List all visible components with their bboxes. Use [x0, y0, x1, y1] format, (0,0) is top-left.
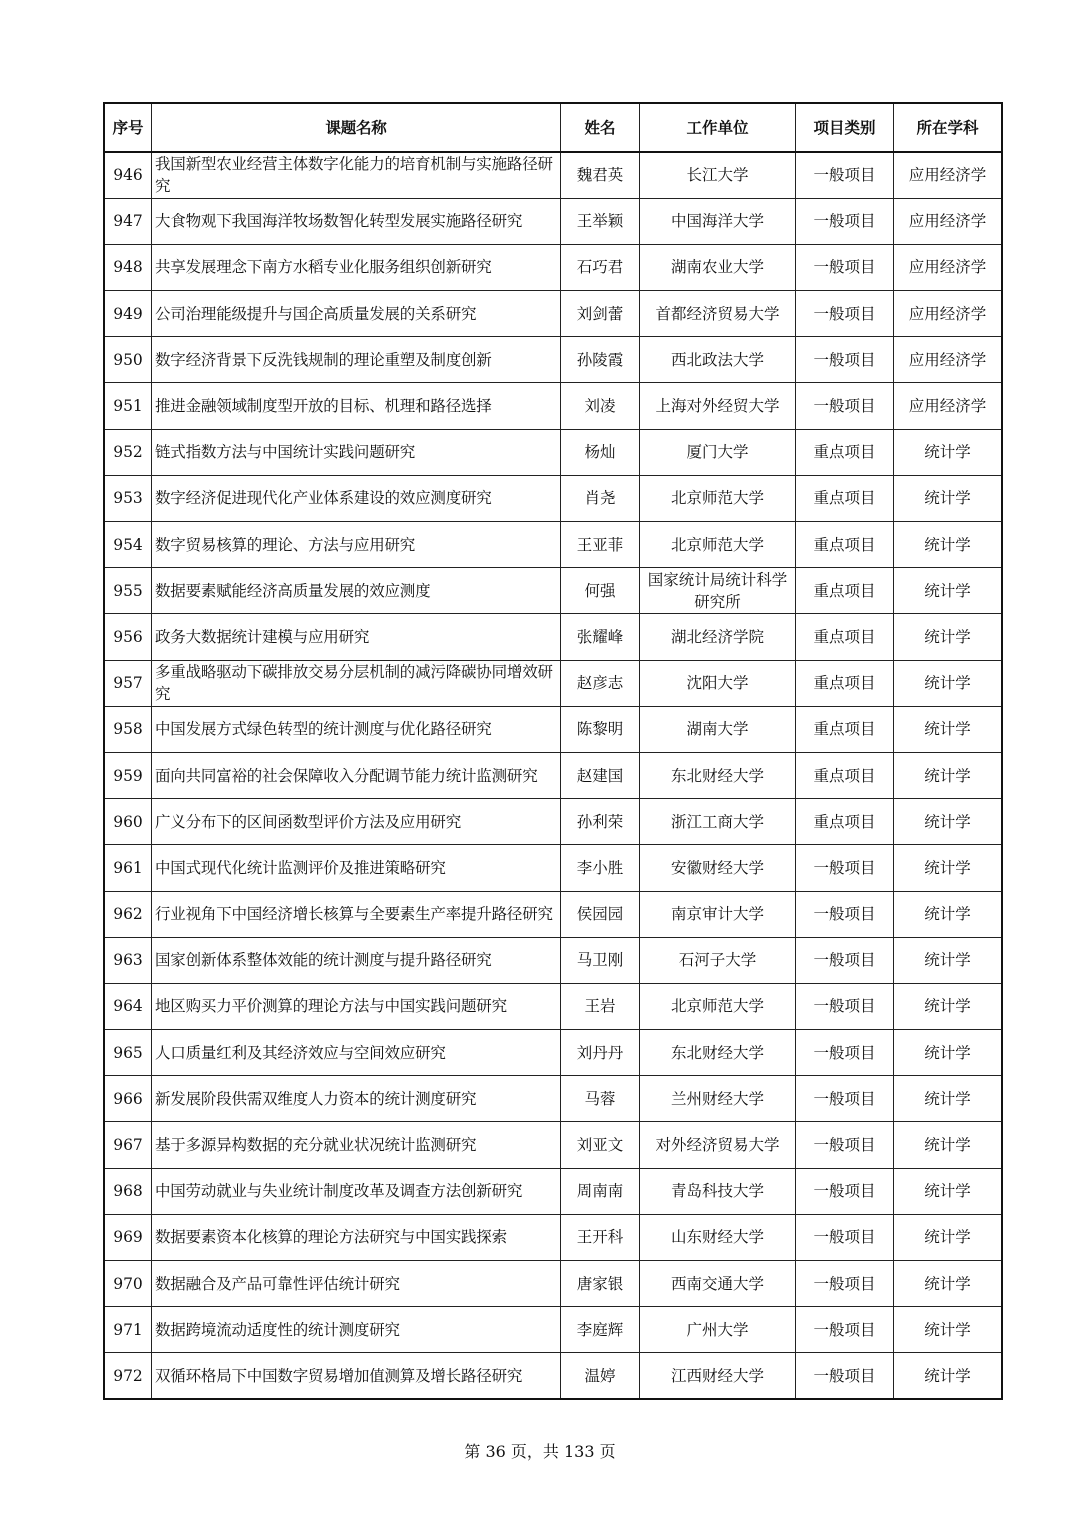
cell-serial-number: 951	[104, 383, 152, 429]
table-row	[104, 752, 1002, 798]
cell-project-type: 一般项目	[796, 891, 894, 937]
cell-project-type: 重点项目	[796, 522, 894, 568]
cell-project-title: 基于多源异构数据的充分就业状况统计监测研究	[152, 1122, 561, 1168]
cell-subject: 统计学	[894, 845, 1003, 891]
cell-person-name: 王岩	[561, 983, 640, 1029]
cell-subject: 统计学	[894, 429, 1003, 475]
cell-serial-number: 972	[104, 1353, 152, 1399]
header-row	[104, 103, 1002, 152]
cell-person-name: 马卫刚	[561, 937, 640, 983]
cell-project-type: 一般项目	[796, 244, 894, 290]
cell-project-type: 重点项目	[796, 568, 894, 614]
cell-project-type: 一般项目	[796, 1261, 894, 1307]
cell-serial-number: 962	[104, 891, 152, 937]
cell-project-title: 推进金融领域制度型开放的目标、机理和路径选择	[152, 383, 561, 429]
table-row	[104, 383, 1002, 429]
cell-person-name: 刘亚文	[561, 1122, 640, 1168]
cell-project-type: 重点项目	[796, 706, 894, 752]
cell-subject: 统计学	[894, 660, 1003, 706]
table-row	[104, 706, 1002, 752]
header-subject: 所在学科	[894, 103, 1003, 152]
table-row	[104, 429, 1002, 475]
cell-person-name: 王举颖	[561, 198, 640, 244]
cell-serial-number: 965	[104, 1030, 152, 1076]
cell-serial-number: 954	[104, 522, 152, 568]
cell-subject: 统计学	[894, 475, 1003, 521]
table-row	[104, 1076, 1002, 1122]
cell-project-type: 重点项目	[796, 799, 894, 845]
cell-work-unit: 长江大学	[640, 152, 796, 198]
cell-serial-number: 948	[104, 244, 152, 290]
cell-project-type: 重点项目	[796, 660, 894, 706]
cell-person-name: 石巧君	[561, 244, 640, 290]
cell-project-type: 一般项目	[796, 1076, 894, 1122]
cell-person-name: 刘剑蕾	[561, 291, 640, 337]
table-row	[104, 1168, 1002, 1214]
page-number: 第 36 页，共 133 页	[464, 1442, 616, 1461]
header-project-type: 项目类别	[796, 103, 894, 152]
cell-person-name: 周南南	[561, 1168, 640, 1214]
cell-project-title: 公司治理能级提升与国企高质量发展的关系研究	[152, 291, 561, 337]
cell-work-unit: 东北财经大学	[640, 1030, 796, 1076]
cell-subject: 统计学	[894, 937, 1003, 983]
table-row	[104, 799, 1002, 845]
cell-subject: 统计学	[894, 1122, 1003, 1168]
cell-person-name: 刘丹丹	[561, 1030, 640, 1076]
cell-serial-number: 971	[104, 1307, 152, 1353]
cell-work-unit: 湖北经济学院	[640, 614, 796, 660]
cell-project-title: 新发展阶段供需双维度人力资本的统计测度研究	[152, 1076, 561, 1122]
cell-work-unit: 江西财经大学	[640, 1353, 796, 1399]
cell-project-title: 中国劳动就业与失业统计制度改革及调查方法创新研究	[152, 1168, 561, 1214]
cell-person-name: 王开科	[561, 1214, 640, 1260]
cell-person-name: 王亚菲	[561, 522, 640, 568]
cell-serial-number: 961	[104, 845, 152, 891]
cell-project-title: 共享发展理念下南方水稻专业化服务组织创新研究	[152, 244, 561, 290]
cell-subject: 统计学	[894, 891, 1003, 937]
cell-subject: 统计学	[894, 1353, 1003, 1399]
table-row	[104, 337, 1002, 383]
table-row	[104, 937, 1002, 983]
cell-subject: 统计学	[894, 1307, 1003, 1353]
cell-subject: 应用经济学	[894, 198, 1003, 244]
cell-project-type: 一般项目	[796, 1030, 894, 1076]
cell-subject: 统计学	[894, 568, 1003, 614]
cell-project-type: 一般项目	[796, 337, 894, 383]
cell-work-unit: 湖南农业大学	[640, 244, 796, 290]
cell-work-unit: 湖南大学	[640, 706, 796, 752]
cell-person-name: 李庭辉	[561, 1307, 640, 1353]
cell-work-unit: 沈阳大学	[640, 660, 796, 706]
cell-subject: 统计学	[894, 1261, 1003, 1307]
table-row	[104, 891, 1002, 937]
cell-project-type: 一般项目	[796, 1168, 894, 1214]
cell-subject: 统计学	[894, 522, 1003, 568]
cell-serial-number: 952	[104, 429, 152, 475]
cell-project-title: 广义分布下的区间函数型评价方法及应用研究	[152, 799, 561, 845]
table-row	[104, 522, 1002, 568]
cell-project-title: 数字经济背景下反洗钱规制的理论重塑及制度创新	[152, 337, 561, 383]
header-project-title: 课题名称	[152, 103, 561, 152]
cell-subject: 统计学	[894, 706, 1003, 752]
cell-project-type: 重点项目	[796, 429, 894, 475]
cell-project-title: 链式指数方法与中国统计实践问题研究	[152, 429, 561, 475]
cell-person-name: 马蓉	[561, 1076, 640, 1122]
project-list-table	[103, 102, 1003, 1400]
cell-project-title: 数据要素赋能经济高质量发展的效应测度	[152, 568, 561, 614]
cell-serial-number: 947	[104, 198, 152, 244]
cell-subject: 统计学	[894, 799, 1003, 845]
cell-person-name: 陈黎明	[561, 706, 640, 752]
cell-work-unit: 上海对外经贸大学	[640, 383, 796, 429]
cell-project-title: 数字贸易核算的理论、方法与应用研究	[152, 522, 561, 568]
cell-person-name: 侯园园	[561, 891, 640, 937]
header-serial-number: 序号	[104, 103, 152, 152]
cell-person-name: 刘凌	[561, 383, 640, 429]
cell-person-name: 肖尧	[561, 475, 640, 521]
cell-project-title: 行业视角下中国经济增长核算与全要素生产率提升路径研究	[152, 891, 561, 937]
cell-serial-number: 959	[104, 752, 152, 798]
cell-serial-number: 950	[104, 337, 152, 383]
cell-serial-number: 964	[104, 983, 152, 1029]
cell-work-unit: 安徽财经大学	[640, 845, 796, 891]
cell-work-unit: 对外经济贸易大学	[640, 1122, 796, 1168]
cell-project-type: 重点项目	[796, 475, 894, 521]
cell-project-type: 一般项目	[796, 198, 894, 244]
cell-project-title: 人口质量红利及其经济效应与空间效应研究	[152, 1030, 561, 1076]
cell-subject: 应用经济学	[894, 152, 1003, 198]
cell-project-type: 一般项目	[796, 1122, 894, 1168]
cell-serial-number: 960	[104, 799, 152, 845]
table-row	[104, 1030, 1002, 1076]
cell-person-name: 温婷	[561, 1353, 640, 1399]
cell-person-name: 张耀峰	[561, 614, 640, 660]
table-row	[104, 244, 1002, 290]
cell-work-unit: 首都经济贸易大学	[640, 291, 796, 337]
cell-project-type: 重点项目	[796, 614, 894, 660]
cell-person-name: 李小胜	[561, 845, 640, 891]
cell-project-title: 地区购买力平价测算的理论方法与中国实践问题研究	[152, 983, 561, 1029]
cell-work-unit: 北京师范大学	[640, 475, 796, 521]
cell-work-unit: 浙江工商大学	[640, 799, 796, 845]
cell-serial-number: 953	[104, 475, 152, 521]
cell-work-unit: 青岛科技大学	[640, 1168, 796, 1214]
cell-subject: 应用经济学	[894, 291, 1003, 337]
cell-project-title: 数据要素资本化核算的理论方法研究与中国实践探索	[152, 1214, 561, 1260]
cell-serial-number: 966	[104, 1076, 152, 1122]
cell-work-unit: 北京师范大学	[640, 522, 796, 568]
cell-project-title: 中国式现代化统计监测评价及推进策略研究	[152, 845, 561, 891]
table-row	[104, 1261, 1002, 1307]
table-row	[104, 568, 1002, 614]
cell-work-unit: 西南交通大学	[640, 1261, 796, 1307]
table-row	[104, 983, 1002, 1029]
cell-subject: 统计学	[894, 1030, 1003, 1076]
cell-work-unit: 广州大学	[640, 1307, 796, 1353]
cell-person-name: 杨灿	[561, 429, 640, 475]
cell-serial-number: 955	[104, 568, 152, 614]
cell-project-type: 一般项目	[796, 291, 894, 337]
cell-person-name: 赵彦志	[561, 660, 640, 706]
table-row	[104, 845, 1002, 891]
cell-work-unit: 厦门大学	[640, 429, 796, 475]
cell-project-type: 重点项目	[796, 752, 894, 798]
cell-subject: 统计学	[894, 752, 1003, 798]
cell-subject: 应用经济学	[894, 383, 1003, 429]
cell-serial-number: 958	[104, 706, 152, 752]
cell-project-title: 双循环格局下中国数字贸易增加值测算及增长路径研究	[152, 1353, 561, 1399]
table-row	[104, 198, 1002, 244]
cell-project-title: 我国新型农业经营主体数字化能力的培育机制与实施路径研究	[152, 152, 561, 198]
cell-project-type: 一般项目	[796, 983, 894, 1029]
cell-project-type: 一般项目	[796, 383, 894, 429]
cell-work-unit: 南京审计大学	[640, 891, 796, 937]
cell-project-type: 一般项目	[796, 1353, 894, 1399]
header-work-unit: 工作单位	[640, 103, 796, 152]
cell-serial-number: 967	[104, 1122, 152, 1168]
cell-person-name: 赵建国	[561, 752, 640, 798]
table-row	[104, 1353, 1002, 1399]
cell-person-name: 孙陵霞	[561, 337, 640, 383]
cell-work-unit: 北京师范大学	[640, 983, 796, 1029]
table-row	[104, 475, 1002, 521]
cell-project-title: 政务大数据统计建模与应用研究	[152, 614, 561, 660]
cell-subject: 统计学	[894, 614, 1003, 660]
cell-project-type: 一般项目	[796, 937, 894, 983]
table-row	[104, 1122, 1002, 1168]
cell-project-title: 国家创新体系整体效能的统计测度与提升路径研究	[152, 937, 561, 983]
cell-person-name: 魏君英	[561, 152, 640, 198]
cell-serial-number: 963	[104, 937, 152, 983]
cell-work-unit: 国家统计局统计科学研究所	[640, 568, 796, 614]
cell-project-title: 数字经济促进现代化产业体系建设的效应测度研究	[152, 475, 561, 521]
cell-subject: 统计学	[894, 1214, 1003, 1260]
table-header	[104, 103, 1002, 152]
cell-subject: 统计学	[894, 983, 1003, 1029]
cell-person-name: 何强	[561, 568, 640, 614]
cell-subject: 应用经济学	[894, 244, 1003, 290]
cell-serial-number: 968	[104, 1168, 152, 1214]
cell-work-unit: 山东财经大学	[640, 1214, 796, 1260]
cell-project-title: 多重战略驱动下碳排放交易分层机制的减污降碳协同增效研究	[152, 660, 561, 706]
cell-work-unit: 兰州财经大学	[640, 1076, 796, 1122]
cell-person-name: 孙利荣	[561, 799, 640, 845]
cell-project-type: 一般项目	[796, 152, 894, 198]
cell-serial-number: 970	[104, 1261, 152, 1307]
cell-project-title: 面向共同富裕的社会保障收入分配调节能力统计监测研究	[152, 752, 561, 798]
cell-project-type: 一般项目	[796, 1214, 894, 1260]
table-row	[104, 291, 1002, 337]
cell-project-title: 大食物观下我国海洋牧场数智化转型发展实施路径研究	[152, 198, 561, 244]
cell-project-type: 一般项目	[796, 1307, 894, 1353]
cell-serial-number: 946	[104, 152, 152, 198]
table-body	[104, 152, 1002, 1399]
cell-work-unit: 中国海洋大学	[640, 198, 796, 244]
table-row	[104, 152, 1002, 198]
table-row	[104, 614, 1002, 660]
cell-project-type: 一般项目	[796, 845, 894, 891]
cell-work-unit: 石河子大学	[640, 937, 796, 983]
cell-project-title: 中国发展方式绿色转型的统计测度与优化路径研究	[152, 706, 561, 752]
cell-subject: 应用经济学	[894, 337, 1003, 383]
table-row	[104, 660, 1002, 706]
cell-serial-number: 969	[104, 1214, 152, 1260]
cell-project-title: 数据跨境流动适度性的统计测度研究	[152, 1307, 561, 1353]
cell-work-unit: 东北财经大学	[640, 752, 796, 798]
cell-person-name: 唐家银	[561, 1261, 640, 1307]
cell-subject: 统计学	[894, 1168, 1003, 1214]
cell-serial-number: 949	[104, 291, 152, 337]
table-row	[104, 1214, 1002, 1260]
cell-work-unit: 西北政法大学	[640, 337, 796, 383]
cell-serial-number: 956	[104, 614, 152, 660]
header-person-name: 姓名	[561, 103, 640, 152]
cell-project-title: 数据融合及产品可靠性评估统计研究	[152, 1261, 561, 1307]
cell-serial-number: 957	[104, 660, 152, 706]
table-row	[104, 1307, 1002, 1353]
cell-subject: 统计学	[894, 1076, 1003, 1122]
